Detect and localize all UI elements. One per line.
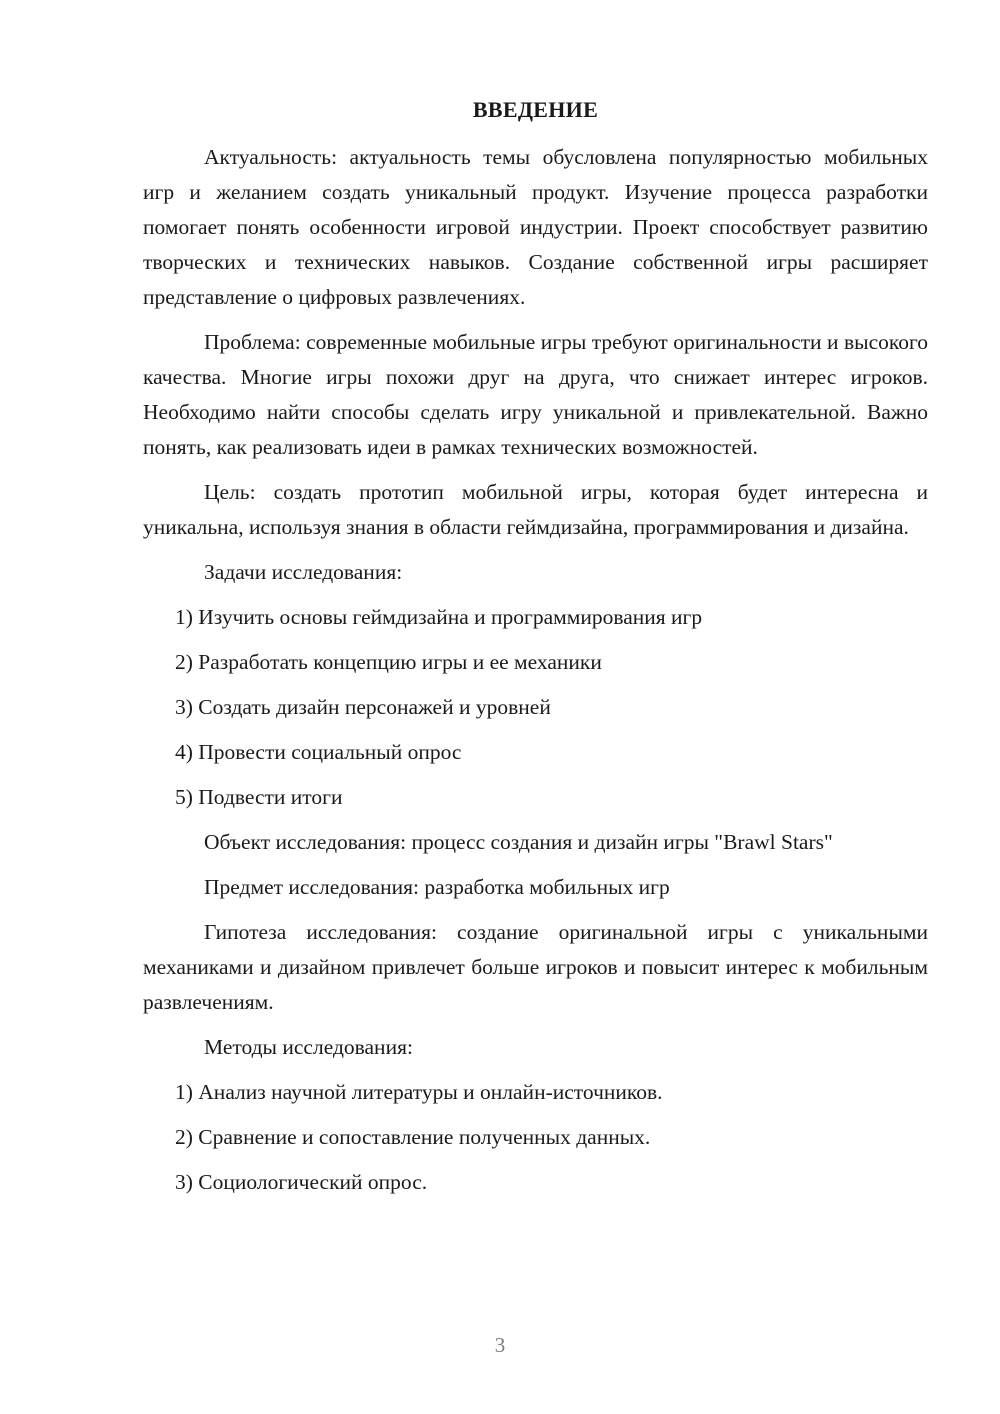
problem-paragraph: Проблема: современные мобильные игры требуют оригинальности и высокого качества. Многие игры похожи друг на друга, что снижает интерес игроков. Необходимо найти способы сделать игру уникальной и привлекательной. Важно понять, как реализовать идеи в рамках технических возможностей.: [143, 330, 928, 459]
list-item: 3) Социологический опрос.: [175, 1170, 428, 1194]
page-number: 3: [494, 1333, 506, 1357]
object-paragraph: Объект исследования: процесс создания и дизайн игры "Brawl Stars": [204, 830, 833, 854]
methods-list: [143, 1075, 928, 1200]
tasks-list: [143, 600, 928, 815]
methods-title: Методы исследования:: [204, 1035, 413, 1059]
list-item: 2) Сравнение и сопоставление полученных данных.: [175, 1125, 651, 1149]
tasks-title: Задачи исследования:: [204, 560, 403, 584]
list-item: 1) Анализ научной литературы и онлайн-источников.: [175, 1080, 663, 1104]
relevance-paragraph: Актуальность: актуальность темы обусловлена популярностью мобильных игр и желанием создать уникальный продукт. Изучение процесса разработки помогает понять особенности игровой индустрии. Проект способствует развитию творческих и технических навыков. Создание собственной игры расширяет представление о цифровых развлечениях.: [143, 145, 928, 309]
list-item: 4) Провести социальный опрос: [175, 740, 462, 764]
list-item: 3) Создать дизайн персонажей и уровней: [175, 695, 551, 719]
list-item: 2) Разработать концепцию игры и ее механики: [175, 650, 602, 674]
document-page: [143, 92, 928, 1210]
list-item: 5) Подвести итоги: [175, 785, 343, 809]
section-heading: ВВЕДЕНИЕ: [472, 97, 599, 122]
list-item: 1) Изучить основы геймдизайна и программирования игр: [175, 605, 703, 629]
subject-paragraph: Предмет исследования: разработка мобильных игр: [204, 875, 670, 899]
goal-paragraph: Цель: создать прототип мобильной игры, которая будет интересна и уникальна, используя знания в области геймдизайна, программирования и дизайна.: [143, 480, 928, 539]
hypothesis-paragraph: Гипотеза исследования: создание оригинальной игры с уникальными механиками и дизайном привлечет больше игроков и повысит интерес к мобильным развлечениям.: [143, 920, 928, 1014]
